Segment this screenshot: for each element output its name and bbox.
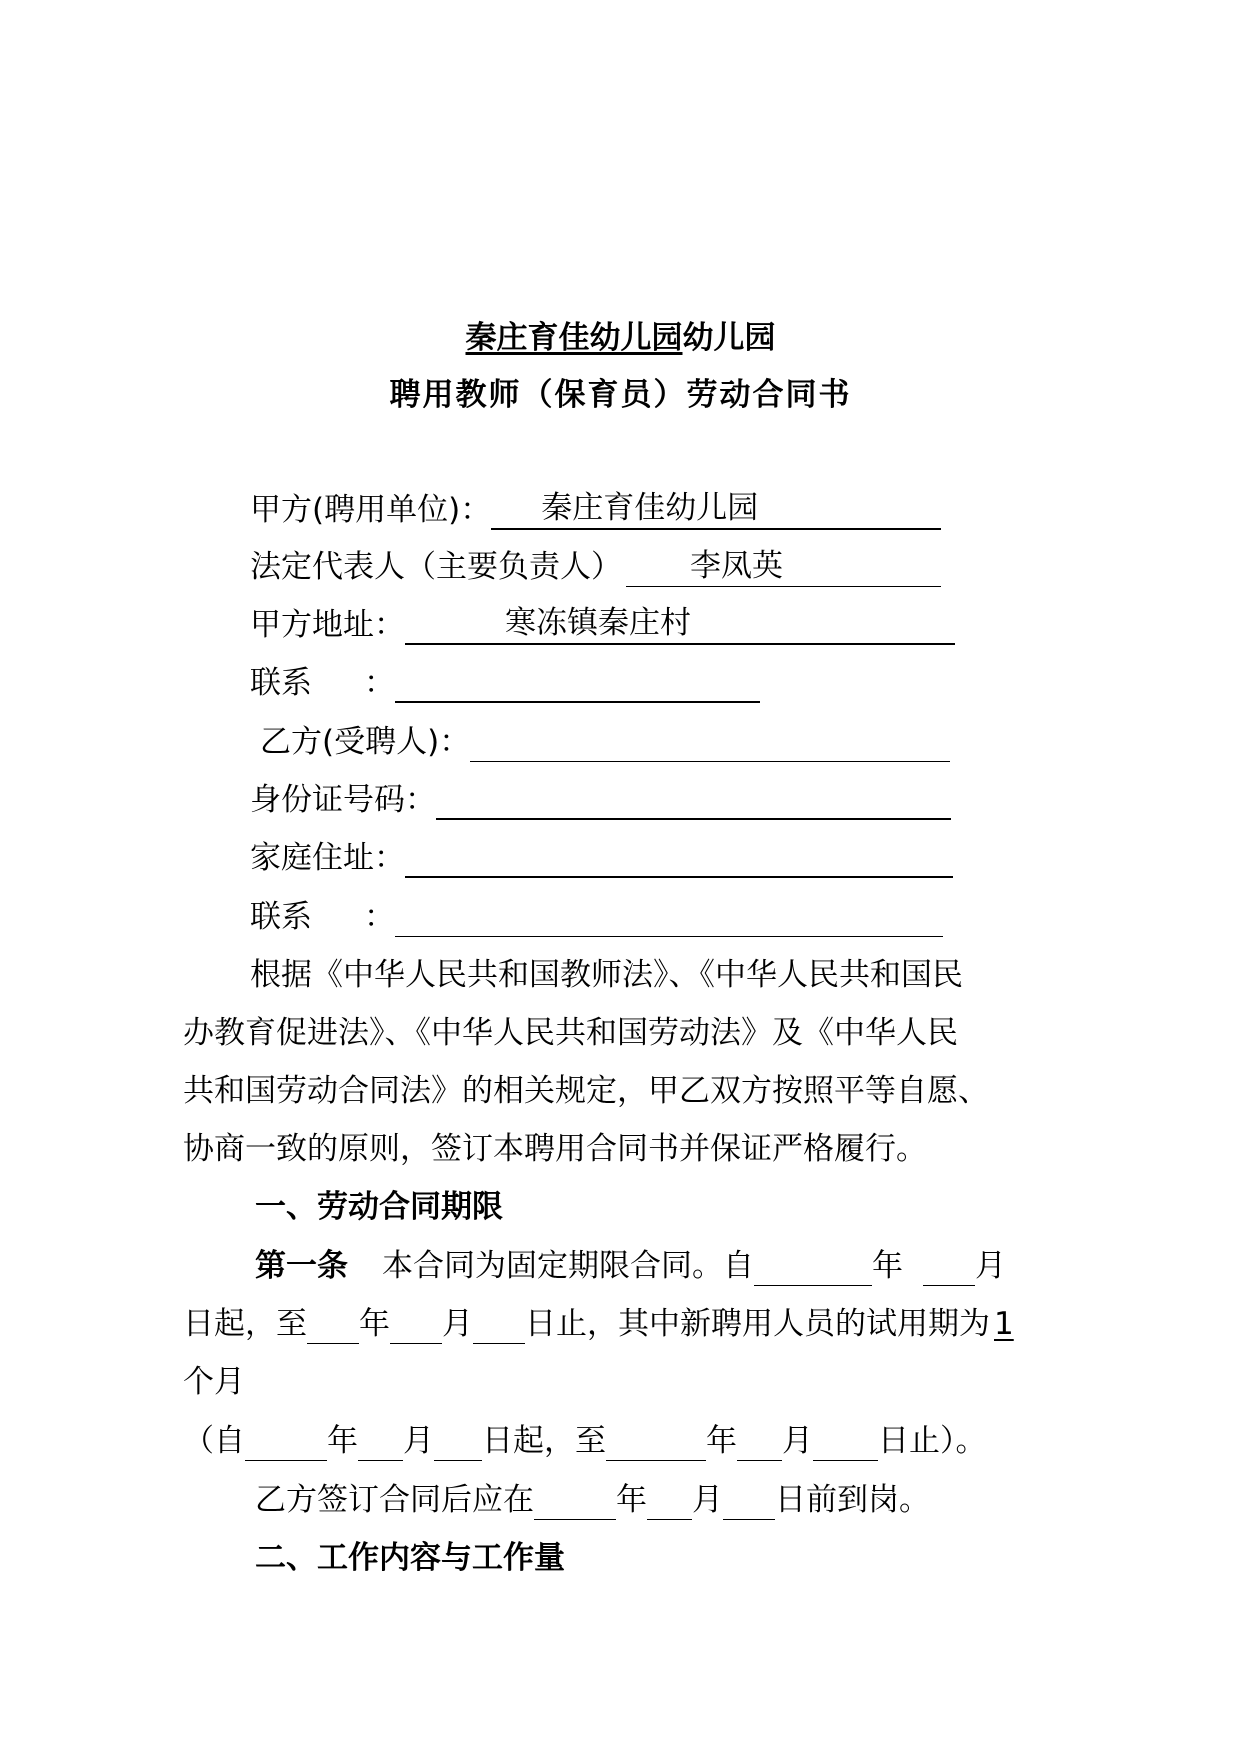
end-day-text: 日止，其中新聘用人员的试用期为 <box>525 1306 990 1342</box>
start-day-text: 日起，至 <box>183 1306 307 1342</box>
preamble-line-1: 根据《中华人民共和国教师法》、《中华人民共和国民 <box>250 957 963 993</box>
address-field[interactable] <box>405 605 955 645</box>
trial-range-line <box>183 1421 987 1461</box>
trial-end-month-field[interactable] <box>737 1426 782 1461</box>
party-a-contact-label: 联系 <box>250 665 312 701</box>
preamble-line-4: 协商一致的原则，签订本聘用合同书并保证严格履行。 <box>183 1131 927 1167</box>
start-year-unit: 年 <box>872 1248 903 1284</box>
end-month-field[interactable] <box>390 1309 442 1344</box>
party-a-contact-colon: ： <box>364 665 395 701</box>
trial-start-day-field[interactable] <box>434 1426 482 1461</box>
address-line <box>250 605 955 645</box>
report-text: 乙方签订合同后应在 <box>255 1482 534 1518</box>
party-b-contact-label: 联系 <box>250 899 312 935</box>
party-b-contact-colon: ： <box>364 899 395 935</box>
article1-line-2 <box>183 1304 1014 1344</box>
school-name: 秦庄育佳幼儿园 <box>465 320 683 356</box>
trial-open: （自 <box>183 1423 245 1459</box>
rep-label: 法定代表人（主要负责人） <box>250 549 622 585</box>
report-line <box>255 1480 930 1520</box>
trial-end-day-field[interactable] <box>813 1426 878 1461</box>
address-label: 甲方地址： <box>250 607 405 643</box>
report-year-unit: 年 <box>616 1482 647 1518</box>
party-a-contact-field[interactable] <box>395 667 760 703</box>
report-month-unit: 月 <box>692 1482 723 1518</box>
trial-start-month-unit: 月 <box>403 1423 434 1459</box>
start-month-unit: 月 <box>975 1248 1006 1284</box>
party-a-field[interactable] <box>491 490 941 530</box>
preamble-line-3: 共和国劳动合同法》的相关规定，甲乙双方按照平等自愿、 <box>183 1073 989 1109</box>
rep-value: 李凤英 <box>690 548 783 584</box>
home-line <box>250 838 953 878</box>
home-field[interactable] <box>405 842 953 878</box>
trial-start-year-field[interactable] <box>245 1426 327 1461</box>
party-a-label: 甲方(聘用单位)： <box>250 492 492 528</box>
address-value: 寒冻镇秦庄村 <box>505 605 691 641</box>
trial-period-value[interactable]: 1 <box>994 1306 1014 1342</box>
end-year-unit: 年 <box>359 1306 390 1342</box>
trial-end-year-unit: 年 <box>706 1423 737 1459</box>
rep-field[interactable] <box>626 548 941 587</box>
party-b-field[interactable] <box>470 727 950 762</box>
article1-text: 本合同为固定期限合同。自 <box>382 1248 754 1284</box>
party-b-contact-field[interactable] <box>395 902 943 937</box>
home-label: 家庭住址： <box>250 840 405 876</box>
section2-heading: 二、工作内容与工作量 <box>255 1540 565 1576</box>
party-b-label: 乙方(受聘人)： <box>260 724 471 760</box>
section1-heading: 一、劳动合同期限 <box>255 1189 503 1225</box>
party-a-contact-line <box>250 663 760 703</box>
trial-unit-line: 个月 <box>183 1364 245 1400</box>
report-end-text: 日前到岗。 <box>775 1482 930 1518</box>
trial-start-month-field[interactable] <box>358 1426 403 1461</box>
start-month-field[interactable] <box>923 1251 975 1286</box>
trial-start-day-text: 日起，至 <box>482 1423 606 1459</box>
end-month-unit: 月 <box>442 1306 473 1342</box>
document-subtitle: 聘用教师（保育员）劳动合同书 <box>389 377 852 413</box>
article1-label: 第一条 <box>255 1248 348 1284</box>
id-field[interactable] <box>436 784 951 820</box>
report-day-field[interactable] <box>723 1485 775 1520</box>
id-line <box>250 780 951 820</box>
end-year-field[interactable] <box>307 1309 359 1344</box>
report-month-field[interactable] <box>647 1485 692 1520</box>
trial-end-month-unit: 月 <box>782 1423 813 1459</box>
document-title <box>0 318 1241 358</box>
party-b-line <box>260 722 950 762</box>
article1-line-1 <box>255 1246 1006 1286</box>
trial-close: 日止）。 <box>878 1423 987 1459</box>
start-year-field[interactable] <box>754 1251 872 1286</box>
rep-line <box>250 547 941 587</box>
party-b-contact-line <box>250 897 943 937</box>
title-suffix: 幼儿园 <box>682 320 776 356</box>
trial-start-year-unit: 年 <box>327 1423 358 1459</box>
report-year-field[interactable] <box>534 1485 616 1520</box>
end-day-field[interactable] <box>473 1309 525 1344</box>
id-label: 身份证号码： <box>250 782 436 818</box>
trial-end-year-field[interactable] <box>606 1426 706 1461</box>
party-a-line <box>250 490 941 530</box>
preamble-line-2: 办教育促进法》、《中华人民共和国劳动法》及《中华人民 <box>183 1015 958 1051</box>
party-a-value: 秦庄育佳幼儿园 <box>541 490 759 526</box>
